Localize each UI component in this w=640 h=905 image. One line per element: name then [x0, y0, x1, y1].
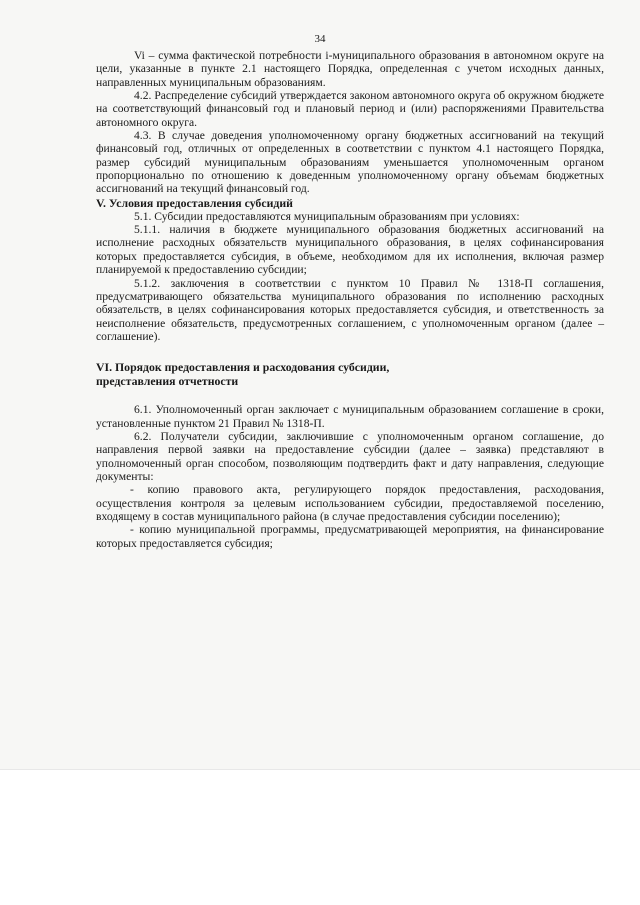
page-content [96, 49, 604, 550]
paragraph-4-2: 4.2. Распределение субсидий утверждается законом автономного округа об окружном бюджете на соответствующий финансовый год и плановый период и (или) распоряжениями Правительства автономного округа. [96, 89, 604, 129]
section-6-heading-line-2: представления отчетности [96, 374, 239, 389]
blank-area-below-page [0, 770, 640, 905]
paragraph-4-3: 4.3. В случае доведения уполномоченному органу бюджетных ассигнований на текущий финансовый год, отличных от определенных в соответствии с пунктом 4.1 настоящего Порядка, размер субсидий муниципальным образованиям уменьшается уполномоченным органом пропорционально по отношению к доведенным уполномоченному органу объемам бюджетных ассигнований на текущий финансовый год. [96, 129, 604, 196]
section-6-heading [96, 360, 604, 388]
paragraph-vi-definition: Vi – сумма фактической потребности i-муниципального образования в автономном округе на цели, указанные в пункте 2.1 настоящего Порядка, определенная с учетом исходных данных, направленных муниципальным образованиям. [96, 49, 604, 89]
paragraph-5-1: 5.1. Субсидии предоставляются муниципальным образованиям при условиях: [134, 209, 520, 223]
paragraph-5-1-2: 5.1.2. заключения в соответствии с пунктом 10 Правил № 1318-П соглашения, предусматривающего обязательства муниципального образования по исполнению расходных обязательств, в целях софинансирования которых предоставляется субсидия, и ответственность за неисполнение обязательств, предусмотренных соглашением, с уполномоченным органом (далее – соглашение). [96, 276, 604, 343]
paragraph-6-1: 6.1. Уполномоченный орган заключает с муниципальным образованием соглашение в сроки, установленные пунктом 21 Правил № 1318-П. [96, 403, 604, 430]
list-item-municipal-program: - копию муниципальной программы, предусматривающей мероприятия, на финансирование которых предоставляется субсидия; [96, 523, 604, 550]
section-6-heading-line-1: VI. Порядок предоставления и расходования субсидии, [96, 360, 390, 375]
list-item-legal-act: - копию правового акта, регулирующего порядок предоставления, расходования, осуществления контроля за целевым использованием субсидии, предоставляемой поселению, входящему в состав муниципального района (в случае предоставления субсидии поселению); [96, 483, 604, 523]
page-number: 34 [314, 33, 326, 45]
paragraph-5-1-1: 5.1.1. наличия в бюджете муниципального образования бюджетных ассигнований на исполнение расходных обязательств муниципального образования, в целях софинансирования которых предоставляется субсидия, в объеме, необходимом для их исполнения, включая размер планируемой к предоставлению субсидии; [96, 223, 604, 277]
paragraph-6-2: 6.2. Получатели субсидии, заключившие с уполномоченным органом соглашение, до направления первой заявки на предоставление субсидии (далее – заявка) представляют в уполномоченный орган способом, позволяющим подтвердить факт и дату направления, следующие документы: [96, 429, 604, 483]
section-5-heading: V. Условия предоставления субсидий [96, 195, 293, 210]
